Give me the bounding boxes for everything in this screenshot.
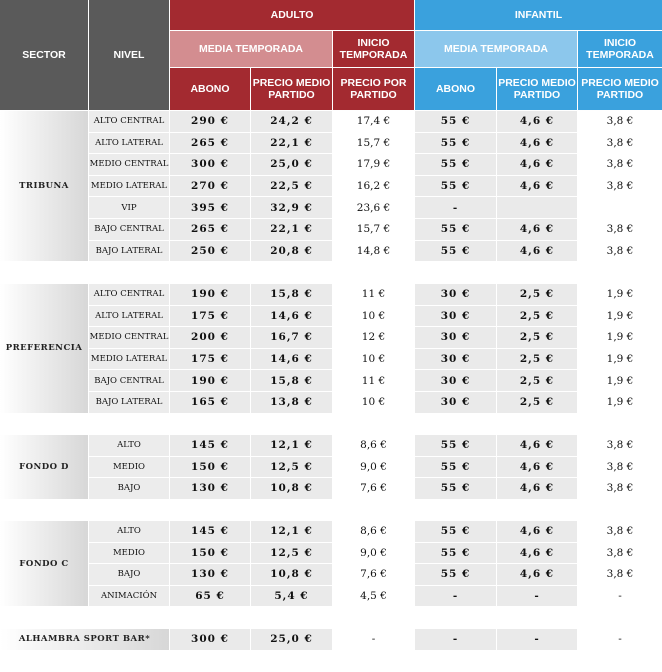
nivel-label: BAJO [89,564,169,585]
sector-label: PREFERENCIA [0,284,88,413]
price-cell: 3,8 € [578,521,662,542]
price-cell: 4,6 € [497,478,577,499]
header-adulto-media-temporada: MEDIA TEMPORADA [170,31,332,67]
price-cell: 300 € [170,154,250,175]
price-cell: 15,8 € [251,370,332,391]
price-cell: 30 € [415,349,496,370]
price-cell: 3,8 € [578,543,662,564]
price-cell [578,197,662,218]
nivel-label: ALTO [89,521,169,542]
price-cell: 3,8 € [578,241,662,262]
price-cell: 55 € [415,543,496,564]
price-cell: 3,8 € [578,154,662,175]
nivel-label: VIP [89,197,169,218]
price-cell: 2,5 € [497,392,577,413]
price-cell: 11 € [333,284,414,305]
header-infantil-precio-medio-inicio: PRECIO MEDIO PARTIDO [578,68,662,110]
price-cell: 55 € [415,154,496,175]
price-cell: 55 € [415,564,496,585]
price-cell: 11 € [333,370,414,391]
price-cell: 9,0 € [333,543,414,564]
price-cell: 10 € [333,306,414,327]
price-cell: 9,0 € [333,457,414,478]
price-cell: 1,9 € [578,284,662,305]
nivel-label: MEDIO CENTRAL [89,327,169,348]
price-cell: - [415,586,496,607]
price-cell: 3,8 € [578,478,662,499]
price-cell: 14,8 € [333,241,414,262]
price-cell: 2,5 € [497,370,577,391]
price-cell: 12,5 € [251,457,332,478]
price-cell: 4,6 € [497,133,577,154]
price-cell: 7,6 € [333,478,414,499]
nivel-label: ALTO [89,435,169,456]
price-cell: 15,8 € [251,284,332,305]
price-cell: 265 € [170,133,250,154]
nivel-label: ANIMACIÓN [89,586,169,607]
price-cell: 8,6 € [333,521,414,542]
header-adulto-precio-medio: PRECIO MEDIO PARTIDO [251,68,332,110]
price-cell: 3,8 € [578,564,662,585]
price-cell: 4,6 € [497,435,577,456]
price-cell: 3,8 € [578,133,662,154]
header-sector: SECTOR [0,0,88,110]
price-cell: 150 € [170,457,250,478]
price-cell: 4,6 € [497,111,577,132]
price-cell: 14,6 € [251,306,332,327]
price-cell: 55 € [415,457,496,478]
price-cell: 22,1 € [251,133,332,154]
nivel-label: MEDIO LATERAL [89,349,169,370]
price-cell: 3,8 € [578,111,662,132]
nivel-label: ALTO LATERAL [89,306,169,327]
price-cell: 1,9 € [578,306,662,327]
header-infantil-precio-medio: PRECIO MEDIO PARTIDO [497,68,577,110]
header-adulto-precio-por-partido: PRECIO POR PARTIDO [333,68,414,110]
price-cell: 145 € [170,435,250,456]
price-cell: 23,6 € [333,197,414,218]
price-cell: 55 € [415,521,496,542]
price-cell: 10 € [333,392,414,413]
price-cell: 130 € [170,478,250,499]
price-cell: 190 € [170,284,250,305]
price-cell: 55 € [415,478,496,499]
price-cell: 1,9 € [578,327,662,348]
price-cell: 12 € [333,327,414,348]
price-cell: 30 € [415,306,496,327]
price-cell: 7,6 € [333,564,414,585]
price-cell: - [415,197,496,218]
nivel-label: BAJO CENTRAL [89,219,169,240]
price-cell: 12,1 € [251,521,332,542]
price-cell: 30 € [415,370,496,391]
price-cell: 8,6 € [333,435,414,456]
price-cell: 10,8 € [251,478,332,499]
price-cell: 4,6 € [497,219,577,240]
price-cell: 2,5 € [497,349,577,370]
price-cell: 10,8 € [251,564,332,585]
price-cell: 300 € [170,629,250,650]
price-cell: 22,5 € [251,176,332,197]
nivel-label: MEDIO CENTRAL [89,154,169,175]
price-cell: 4,6 € [497,457,577,478]
price-cell: 145 € [170,521,250,542]
price-cell: 4,6 € [497,543,577,564]
price-cell: 4,5 € [333,586,414,607]
header-infantil-abono: ABONO [415,68,496,110]
nivel-label: ALTO CENTRAL [89,284,169,305]
price-cell: 14,6 € [251,349,332,370]
price-cell: 17,9 € [333,154,414,175]
nivel-label: MEDIO [89,543,169,564]
price-cell: 265 € [170,219,250,240]
header-nivel: NIVEL [89,0,169,110]
price-cell: 17,4 € [333,111,414,132]
price-cell: 165 € [170,392,250,413]
price-cell: 16,7 € [251,327,332,348]
price-cell: - [578,586,662,607]
price-cell: 22,1 € [251,219,332,240]
price-cell: 25,0 € [251,629,332,650]
price-cell: - [578,629,662,650]
price-cell: 175 € [170,306,250,327]
price-cell: 4,6 € [497,564,577,585]
price-cell: 10 € [333,349,414,370]
price-cell: 2,5 € [497,327,577,348]
price-cell: 3,8 € [578,219,662,240]
nivel-label: MEDIO [89,457,169,478]
price-cell: 270 € [170,176,250,197]
header-adulto-abono: ABONO [170,68,250,110]
price-cell: 250 € [170,241,250,262]
nivel-label: ALTO CENTRAL [89,111,169,132]
price-cell: 175 € [170,349,250,370]
price-cell: 55 € [415,435,496,456]
price-cell: 200 € [170,327,250,348]
price-cell: 30 € [415,284,496,305]
price-cell: 2,5 € [497,284,577,305]
price-cell: 15,7 € [333,219,414,240]
price-cell: 55 € [415,219,496,240]
sector-label: FONDO D [0,435,88,499]
price-cell: 1,9 € [578,349,662,370]
price-cell: - [497,629,577,650]
price-cell: 55 € [415,241,496,262]
sector-label: ALHAMBRA SPORT BAR* [0,629,169,650]
price-cell: 13,8 € [251,392,332,413]
price-cell: 4,6 € [497,154,577,175]
price-cell: - [333,629,414,650]
price-cell: 55 € [415,133,496,154]
nivel-label: BAJO [89,478,169,499]
price-cell: 15,7 € [333,133,414,154]
price-cell: 16,2 € [333,176,414,197]
sector-label: TRIBUNA [0,111,88,261]
price-cell: - [497,586,577,607]
price-cell [497,197,577,218]
price-cell: 2,5 € [497,306,577,327]
price-cell: 12,5 € [251,543,332,564]
price-cell: 290 € [170,111,250,132]
price-cell: 55 € [415,111,496,132]
header-infantil-inicio-temporada: INICIO TEMPORADA [578,31,662,67]
nivel-label: ALTO LATERAL [89,133,169,154]
price-cell: 25,0 € [251,154,332,175]
price-cell: 190 € [170,370,250,391]
price-cell: 3,8 € [578,176,662,197]
price-cell: 20,8 € [251,241,332,262]
price-cell: 395 € [170,197,250,218]
price-cell: 4,6 € [497,241,577,262]
nivel-label: BAJO CENTRAL [89,370,169,391]
price-cell: 55 € [415,176,496,197]
price-cell: 4,6 € [497,521,577,542]
price-cell: 24,2 € [251,111,332,132]
price-cell: 1,9 € [578,370,662,391]
sector-label: FONDO C [0,521,88,606]
price-cell: - [415,629,496,650]
price-cell: 4,6 € [497,176,577,197]
nivel-label: BAJO LATERAL [89,392,169,413]
price-cell: 150 € [170,543,250,564]
price-cell: 3,8 € [578,435,662,456]
header-infantil: INFANTIL [415,0,662,30]
price-cell: 1,9 € [578,392,662,413]
header-adulto-inicio-temporada: INICIO TEMPORADA [333,31,414,67]
nivel-label: MEDIO LATERAL [89,176,169,197]
price-cell: 30 € [415,327,496,348]
header-adulto: ADULTO [170,0,414,30]
price-cell: 130 € [170,564,250,585]
price-cell: 5,4 € [251,586,332,607]
price-cell: 65 € [170,586,250,607]
price-cell: 12,1 € [251,435,332,456]
header-infantil-media-temporada: MEDIA TEMPORADA [415,31,577,67]
price-cell: 3,8 € [578,457,662,478]
price-cell: 30 € [415,392,496,413]
price-cell: 32,9 € [251,197,332,218]
nivel-label: BAJO LATERAL [89,241,169,262]
